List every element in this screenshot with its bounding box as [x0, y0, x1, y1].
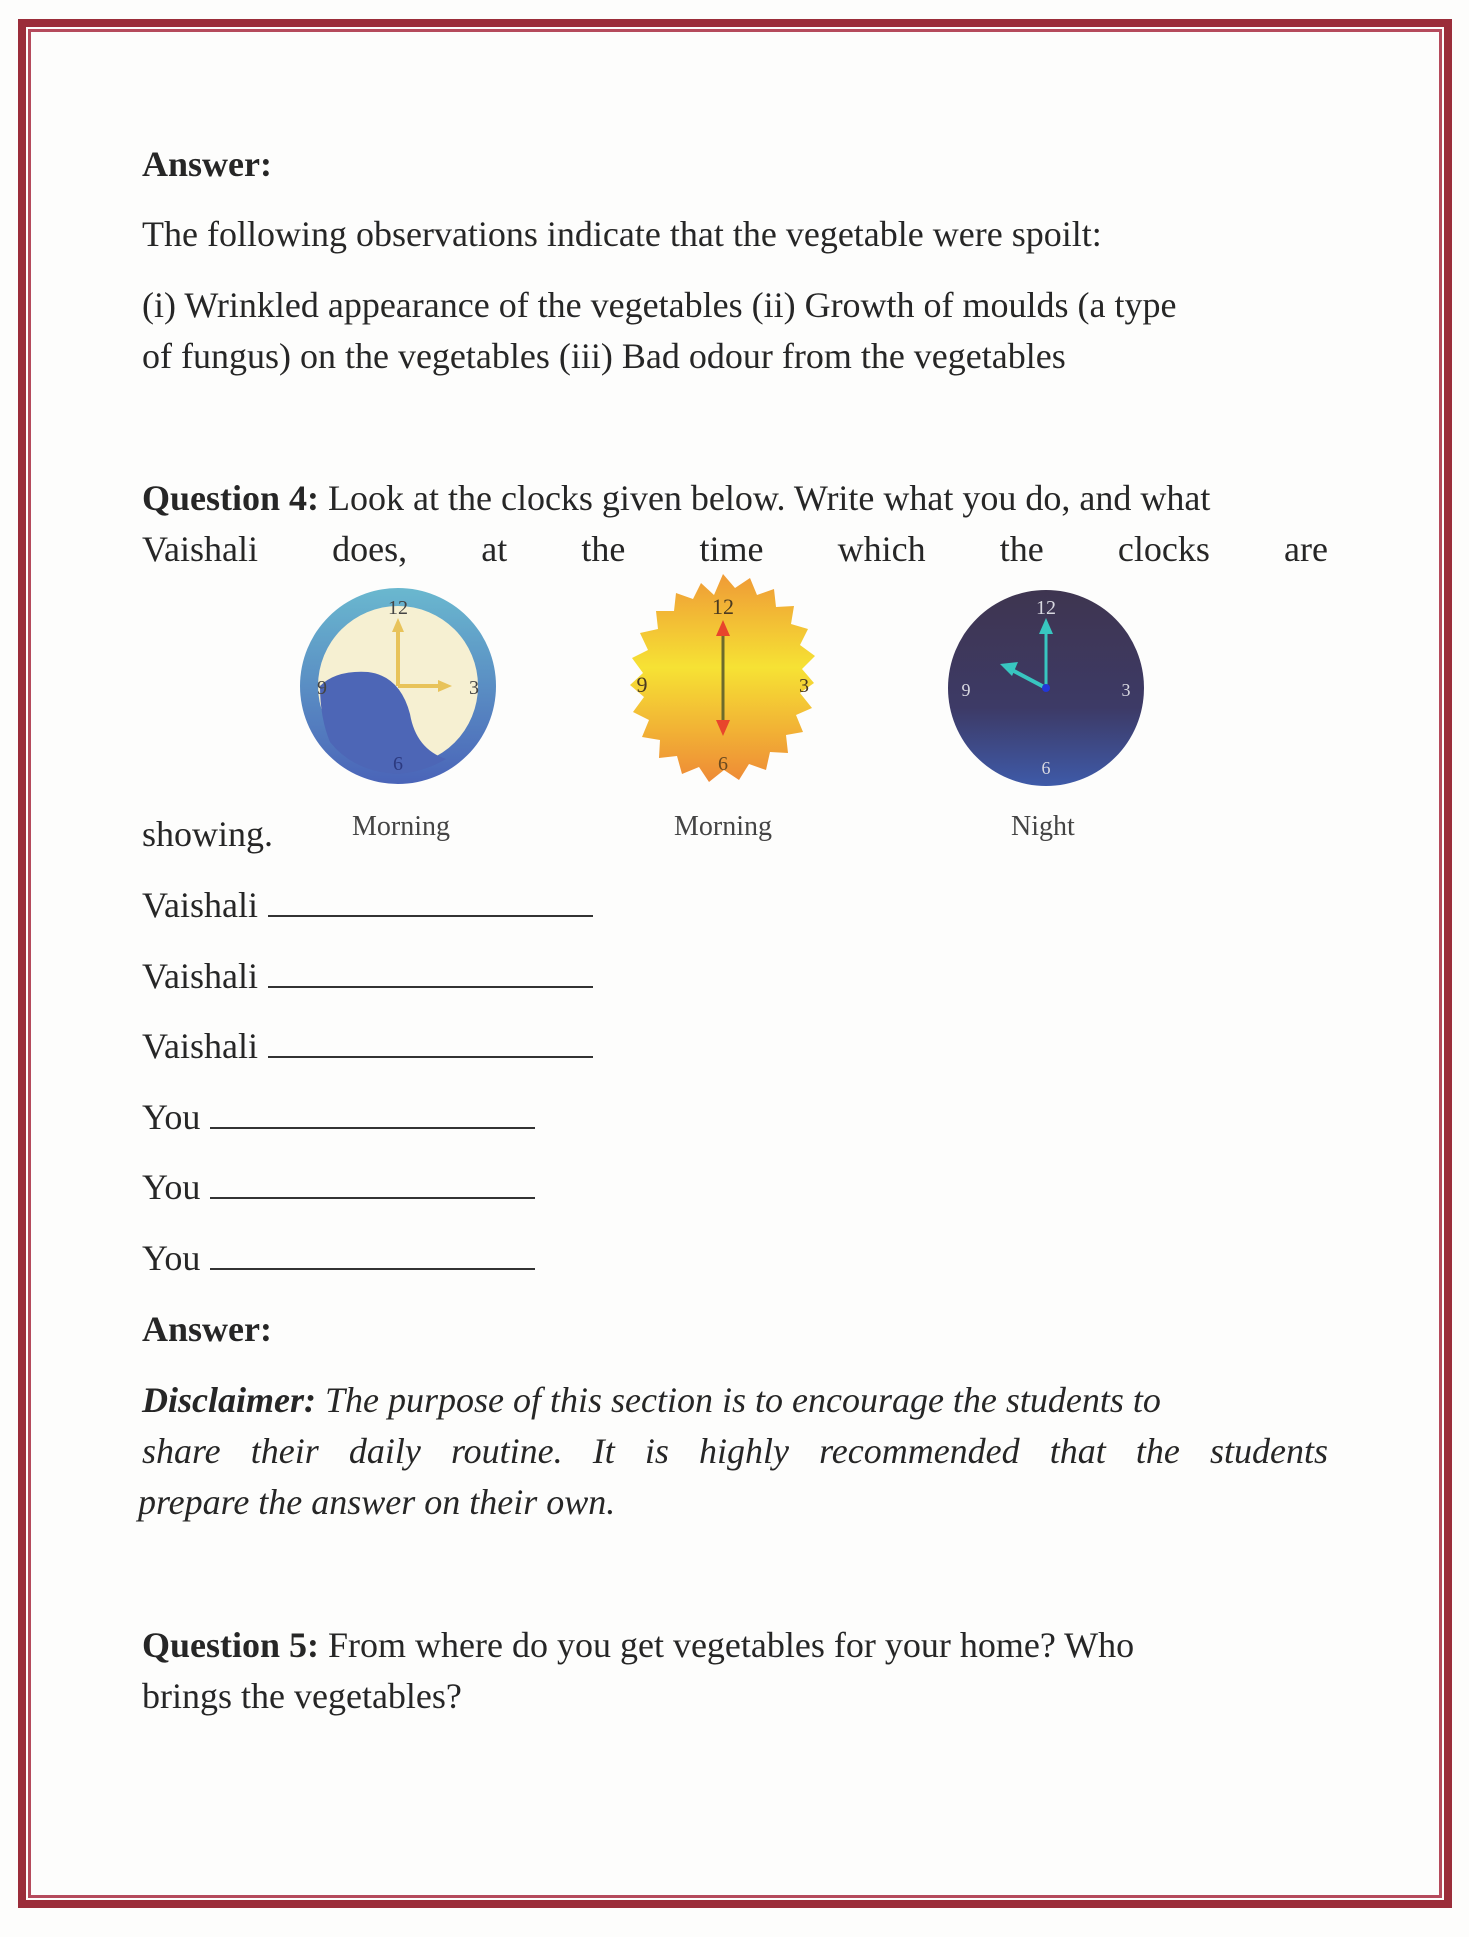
- word: which: [837, 529, 926, 569]
- fill-line-label: You: [142, 1167, 201, 1207]
- word: Vaishali: [142, 529, 258, 569]
- answer-4-heading: Answer:: [142, 1309, 272, 1349]
- svg-text:12: 12: [1036, 597, 1056, 619]
- disclaimer-label: Disclaimer:: [142, 1380, 316, 1420]
- question-4-line-1: [142, 477, 1210, 520]
- svg-text:6: 6: [393, 753, 403, 775]
- answer-blank[interactable]: [268, 914, 593, 917]
- fill-line-label: Vaishali: [142, 956, 258, 996]
- observations-text-1: (i) Wrinkled appearance of the vegetables (ii) Growth of moulds (a type: [142, 285, 1177, 325]
- fill-line-vaishali-3: [142, 1025, 593, 1068]
- word: the: [999, 529, 1044, 569]
- fill-line-you-2: [142, 1166, 535, 1209]
- svg-text:12: 12: [388, 597, 408, 619]
- disclaimer-text-1: The purpose of this section is to encourage the students to: [324, 1380, 1161, 1420]
- word: the: [581, 529, 626, 569]
- svg-text:9: 9: [317, 677, 327, 699]
- observations-line-1: [142, 284, 1328, 327]
- question-4-text: Look at the clocks given below. Write what you do, and what: [328, 478, 1211, 518]
- svg-text:6: 6: [1041, 758, 1051, 778]
- clock-label-1: Morning: [352, 811, 450, 842]
- answer-blank[interactable]: [210, 1126, 535, 1129]
- svg-text:12: 12: [712, 594, 734, 619]
- disclaimer-line-2: share their daily routine. It is highly recommended that the students: [142, 1431, 1328, 1471]
- fill-line-vaishali-2: [142, 955, 593, 998]
- svg-text:9: 9: [961, 680, 971, 700]
- answer-blank[interactable]: [210, 1267, 535, 1270]
- answer-heading: Answer:: [142, 144, 272, 184]
- clock-morning-sun: [612, 574, 834, 796]
- clock-label-3: Night: [1011, 811, 1075, 842]
- svg-text:3: 3: [469, 677, 479, 699]
- fill-line-you-3: [142, 1237, 535, 1280]
- question-5-label: Question 5:: [142, 1625, 320, 1665]
- answer-blank[interactable]: [268, 985, 593, 988]
- observations-line-2: of fungus) on the vegetables (iii) Bad odour from the vegetables: [142, 336, 1066, 376]
- answer-blank[interactable]: [210, 1196, 535, 1199]
- question-5-line-1: [142, 1624, 1134, 1667]
- answer-intro: The following observations indicate that the vegetable were spoilt:: [142, 214, 1102, 254]
- word: does,: [332, 529, 408, 569]
- disclaimer-line-1: [142, 1379, 1328, 1422]
- answer-blank[interactable]: [268, 1055, 593, 1058]
- fill-line-vaishali-1: [142, 884, 593, 927]
- word: clocks: [1117, 529, 1210, 569]
- fill-line-you-1: [142, 1096, 535, 1139]
- question-5-line-2: brings the vegetables?: [142, 1676, 462, 1716]
- svg-text:3: 3: [1121, 680, 1131, 700]
- question-4-line-3: showing.: [142, 814, 274, 854]
- clock-label-2: Morning: [674, 811, 772, 842]
- word: at: [481, 529, 508, 569]
- word: are: [1284, 529, 1328, 569]
- fill-line-label: You: [142, 1238, 201, 1278]
- svg-text:3: 3: [799, 675, 809, 697]
- word: time: [699, 529, 764, 569]
- clock-morning-1: [296, 584, 500, 788]
- question-4-line-2: [142, 528, 1328, 571]
- question-4-label: Question 4:: [142, 478, 320, 518]
- clock-night: [946, 588, 1146, 788]
- svg-text:6: 6: [718, 753, 728, 775]
- fill-line-label: Vaishali: [142, 885, 258, 925]
- svg-text:9: 9: [636, 672, 648, 697]
- question-5-text: From where do you get vegetables for your home? Who: [328, 1625, 1135, 1665]
- fill-line-label: Vaishali: [142, 1026, 258, 1066]
- disclaimer-line-3: prepare the answer on their own.: [138, 1482, 616, 1522]
- fill-line-label: You: [142, 1097, 201, 1137]
